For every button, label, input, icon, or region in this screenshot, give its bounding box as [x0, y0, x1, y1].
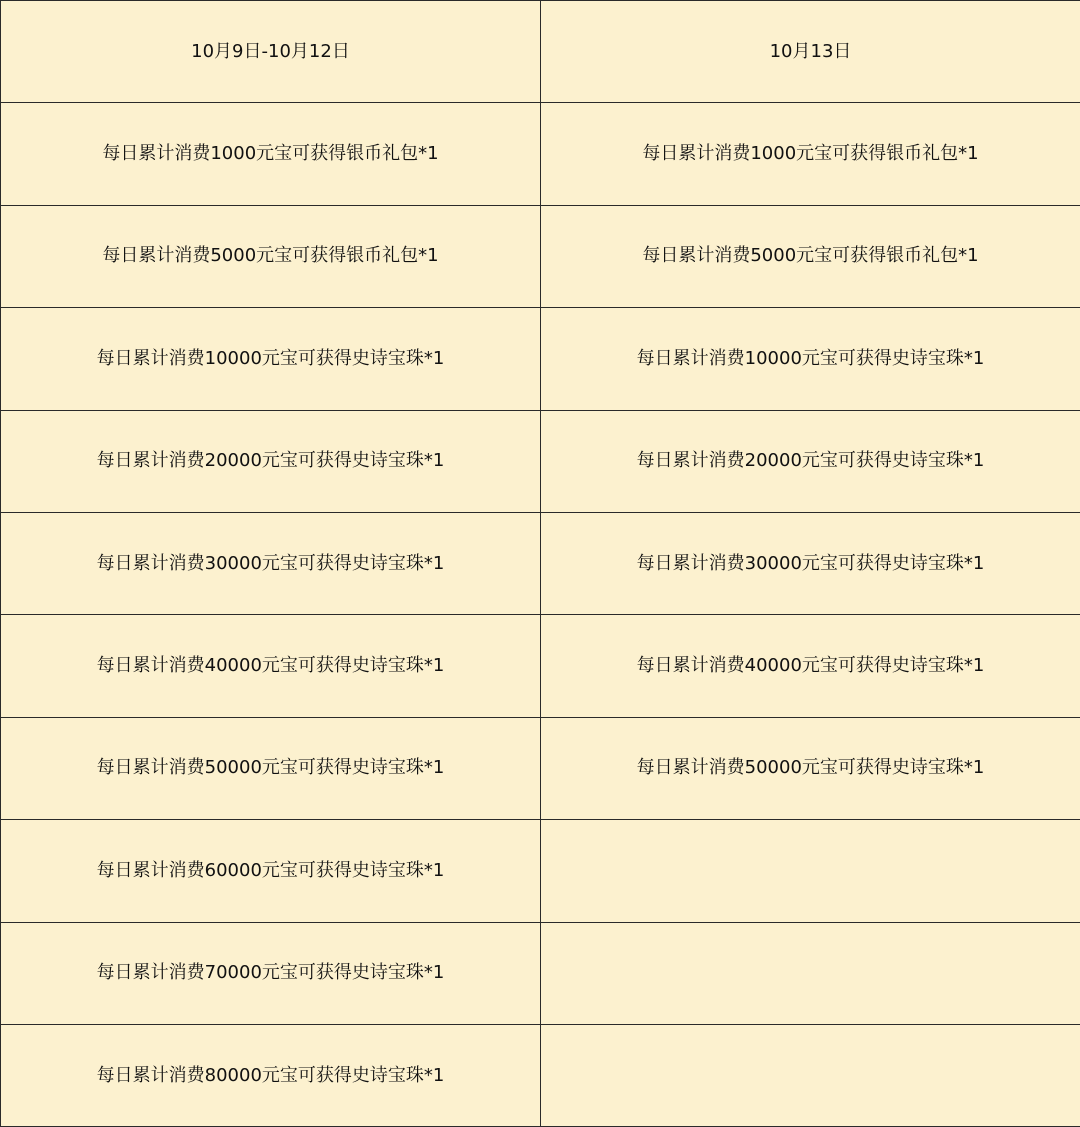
table-cell: 每日累计消费30000元宝可获得史诗宝珠*1 [1, 512, 541, 614]
table-cell: 每日累计消费60000元宝可获得史诗宝珠*1 [1, 820, 541, 922]
table-cell: 每日累计消费1000元宝可获得银币礼包*1 [1, 103, 541, 205]
table-cell: 每日累计消费1000元宝可获得银币礼包*1 [541, 103, 1080, 205]
table-row [1, 410, 1080, 512]
table-cell: 每日累计消费50000元宝可获得史诗宝珠*1 [1, 717, 541, 819]
table-row [1, 717, 1080, 819]
column-header-period-1: 10月9日-10月12日 [1, 1, 541, 103]
table-cell-empty [541, 922, 1080, 1024]
table-cell: 每日累计消费20000元宝可获得史诗宝珠*1 [541, 410, 1080, 512]
table-cell: 每日累计消费50000元宝可获得史诗宝珠*1 [541, 717, 1080, 819]
table-row [1, 308, 1080, 410]
table-row [1, 922, 1080, 1024]
table-cell: 每日累计消费30000元宝可获得史诗宝珠*1 [541, 512, 1080, 614]
table-row [1, 205, 1080, 307]
table-cell: 每日累计消费40000元宝可获得史诗宝珠*1 [541, 615, 1080, 717]
table-cell-empty [541, 820, 1080, 922]
table-cell: 每日累计消费20000元宝可获得史诗宝珠*1 [1, 410, 541, 512]
table-cell: 每日累计消费5000元宝可获得银币礼包*1 [1, 205, 541, 307]
table-row [1, 1024, 1080, 1126]
table-cell: 每日累计消费40000元宝可获得史诗宝珠*1 [1, 615, 541, 717]
column-header-period-2: 10月13日 [541, 1, 1080, 103]
table-row [1, 512, 1080, 614]
table-cell: 每日累计消费70000元宝可获得史诗宝珠*1 [1, 922, 541, 1024]
table-cell: 每日累计消费10000元宝可获得史诗宝珠*1 [541, 308, 1080, 410]
table-header-row [1, 1, 1080, 103]
table-cell: 每日累计消费5000元宝可获得银币礼包*1 [541, 205, 1080, 307]
table-row [1, 820, 1080, 922]
table-row [1, 615, 1080, 717]
table-row [1, 103, 1080, 205]
table-cell-empty [541, 1024, 1080, 1126]
table-cell: 每日累计消费10000元宝可获得史诗宝珠*1 [1, 308, 541, 410]
table-cell: 每日累计消费80000元宝可获得史诗宝珠*1 [1, 1024, 541, 1126]
